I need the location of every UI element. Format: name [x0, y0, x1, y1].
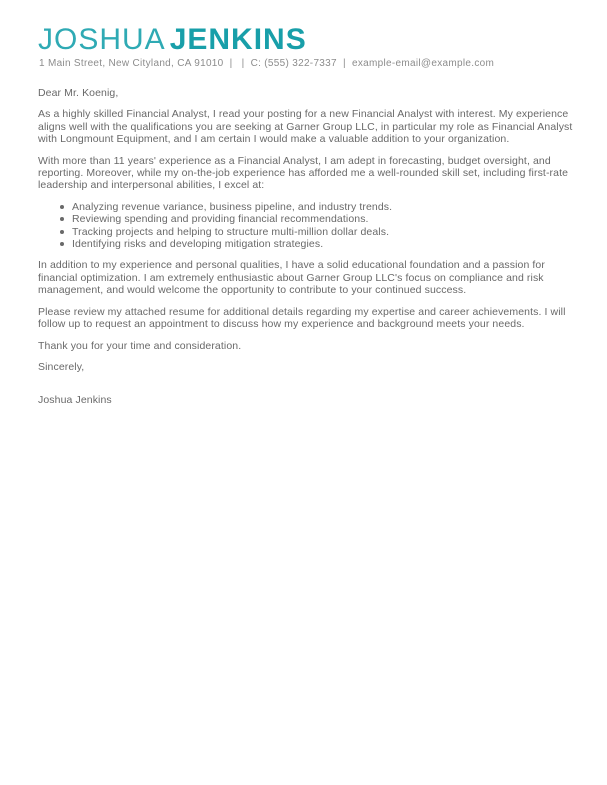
- thanks-line: Thank you for your time and consideration.: [38, 339, 242, 352]
- closing-line: Sincerely,: [38, 360, 85, 373]
- skills-list: [38, 201, 573, 251]
- contact-email: example-email@example.com: [351, 58, 495, 69]
- salutation: Dear Mr. Koenig,: [38, 87, 119, 99]
- contact-separator: |: [241, 58, 245, 69]
- bullet-icon: [60, 242, 64, 246]
- signature-name: Joshua Jenkins: [38, 394, 112, 407]
- paragraph-resume: Please review my attached resume for additional details regarding my expertise and career achievements. I will follow up to request an appointment to discuss how my experience and background meets your needs.: [38, 305, 566, 331]
- skill-item-text: Analyzing revenue variance, business pipeline, and industry trends.: [72, 200, 393, 213]
- letterhead-name: [38, 24, 573, 55]
- paragraph-intro: As a highly skilled Financial Analyst, I read your posting for a new Financial Analyst with interest. My experience aligns well with the qualifications you are seeking at Garner Group LLC, in particular my role as Financial Analyst with Longmount Equipment, and I am certain I would make a valuable addition to your organization.: [38, 108, 573, 146]
- first-name: JOSHUA: [38, 23, 166, 56]
- skill-item-text: Identifying risks and developing mitigation strategies.: [72, 238, 324, 251]
- letter-body: [38, 87, 573, 407]
- bullet-icon: [60, 205, 64, 209]
- last-name: JENKINS: [169, 23, 307, 56]
- skill-item: [60, 201, 573, 213]
- skill-item: [60, 213, 573, 225]
- paragraph-experience: With more than 11 years' experience as a Financial Analyst, I am adept in forecasting, budget oversight, and reporting. Moreover, while my on-the-job experience has afforded me a well-rounded skill set, including first-rate leadership and interpersonal abilities, I excel at:: [38, 154, 569, 192]
- paragraph-education: In addition to my experience and personal qualities, I have a solid educational foundation and a passion for financial optimization. I am extremely enthusiastic about Garner Group LLC's focus on compliance and risk management, and would welcome the opportunity to contribute to your continued success.: [38, 259, 545, 297]
- bullet-icon: [60, 230, 64, 234]
- skill-item-text: Tracking projects and helping to structure multi-million dollar deals.: [72, 225, 390, 238]
- skill-item: [60, 238, 573, 250]
- contact-separator: |: [342, 58, 346, 69]
- bullet-icon: [60, 217, 64, 221]
- contact-separator: |: [229, 58, 233, 69]
- skill-item: [60, 226, 573, 238]
- skill-item-text: Reviewing spending and providing financial recommendations.: [72, 213, 369, 226]
- contact-cell-phone: C: (555) 322-7337: [250, 58, 337, 69]
- contact-address: 1 Main Street, New Cityland, CA 91010: [39, 58, 224, 69]
- contact-line: [39, 58, 573, 70]
